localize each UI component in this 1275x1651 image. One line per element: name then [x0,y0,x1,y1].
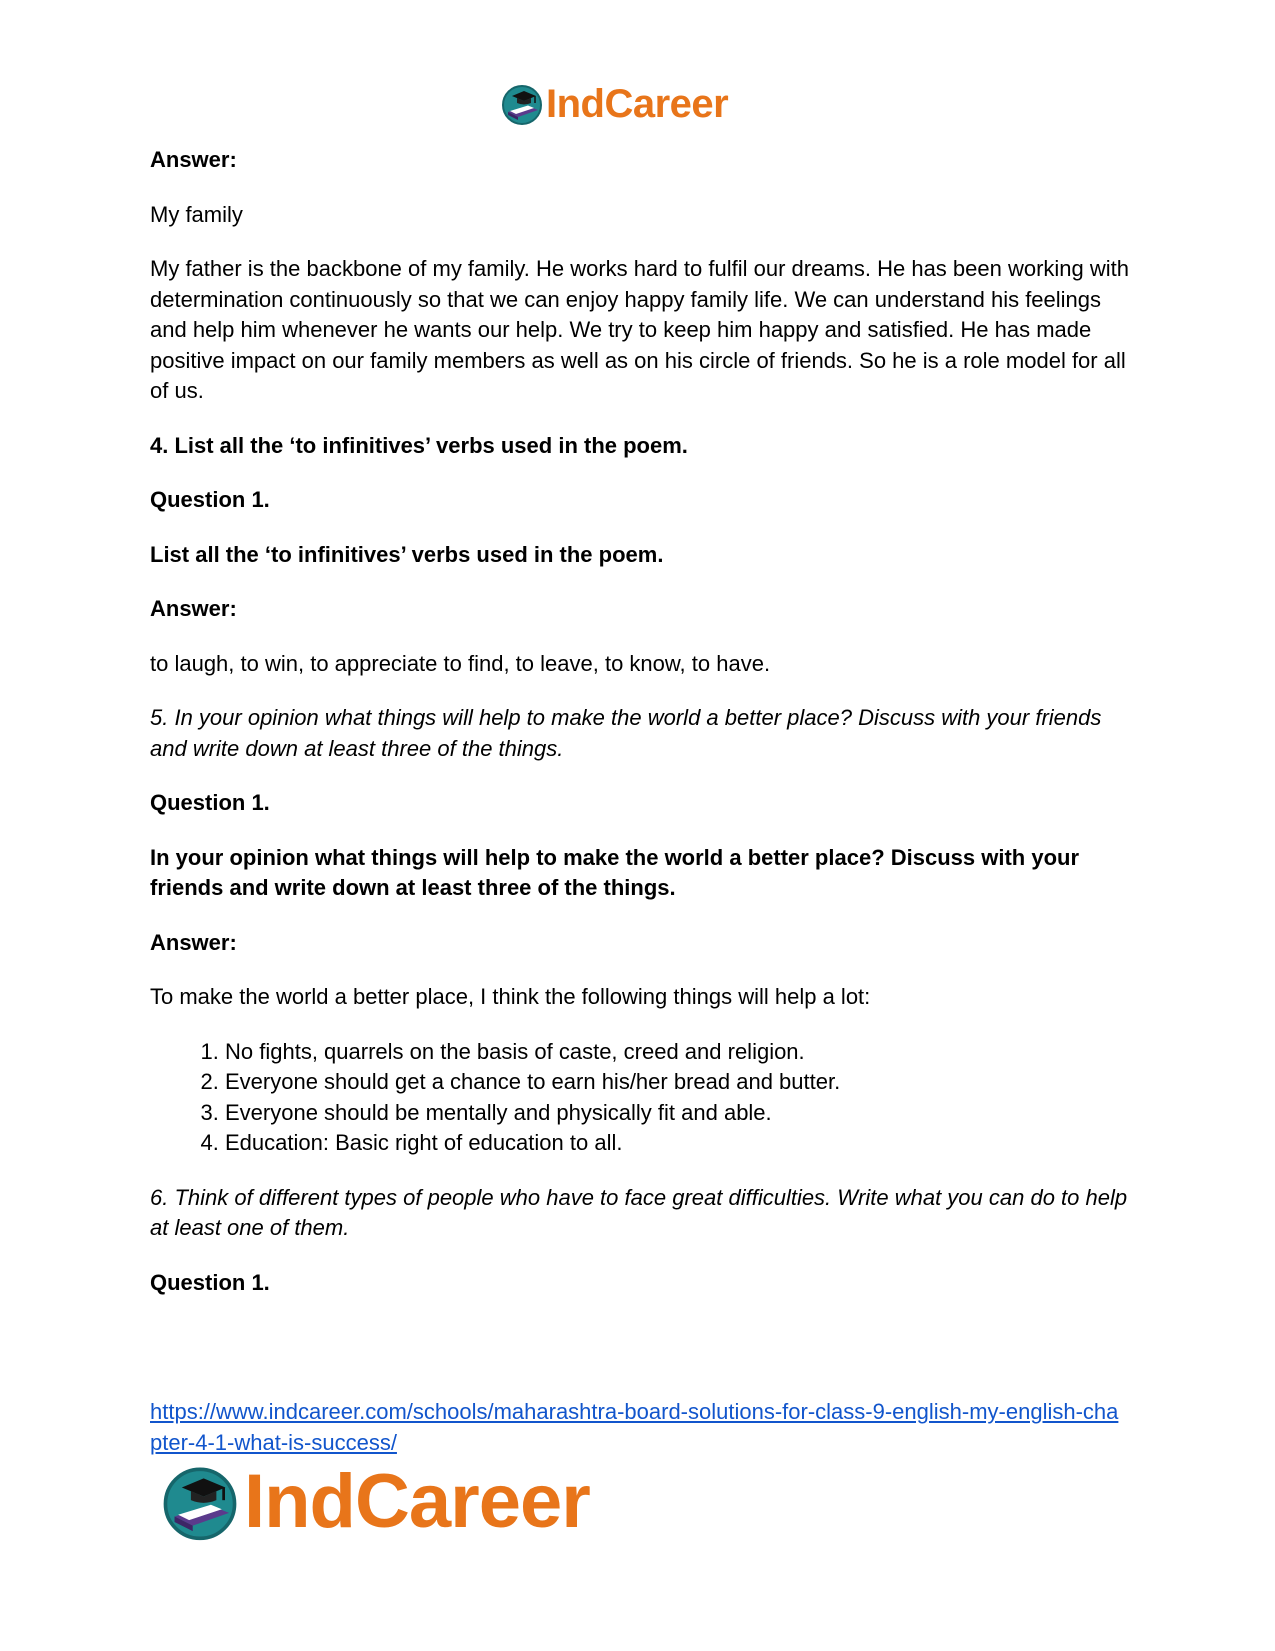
question-5-text: In your opinion what things will help to make the world a better place? Discuss with your friends and write down at least three of the things. [150,844,1080,900]
footer-logo [160,1460,590,1544]
question-label: Question 1. [150,1269,270,1295]
document-body [150,145,1130,1322]
list-item: 2. Everyone should get a chance to earn his/her bread and butter. [225,1067,1130,1098]
question-4-text: List all the ‘to infinitives’ verbs used in the poem. [150,541,664,567]
answer-label: Answer: [150,596,237,621]
family-title: My family [150,201,243,227]
list-item: 4. Education: Basic right of education to all. [225,1128,1130,1159]
section-4-heading: 4. List all the ‘to infinitives’ verbs used in the poem. [150,432,688,458]
answer-label: Answer: [150,929,237,955]
footer-logo-text: IndCareer [244,1459,590,1544]
source-link[interactable]: https://www.indcareer.com/schools/maharashtra-board-solutions-for-class-9-english-my-english-chapter-4-1-what-is-success/ [150,1399,1119,1455]
question-label: Question 1. [150,487,270,512]
header-logo-text: IndCareer [546,82,729,126]
answer-label: Answer: [150,147,237,172]
section-5-heading: 5. In your opinion what things will help to make the world a better place? Discuss with your friends and write down at least three of the things. [150,705,1102,761]
family-paragraph: My father is the backbone of my family. He works hard to fulfil our dreams. He has been working with determination continuously so that we can enjoy happy family life. We can understand his feelings and help him whenever he wants our help. We try to keep him happy and satisfied. He has made positive impact on our family members as well as on his circle of friends. So he is a role model for all of us. [150,256,1130,403]
section-6-heading: 6. Think of different types of people who have to face great difficulties. Write what you can do to help at least one of them. [150,1184,1128,1240]
answer-5-intro: To make the world a better place, I think the following things will help a lot: [150,984,871,1009]
indcareer-emblem-icon [500,82,544,126]
indcareer-emblem-icon [160,1462,240,1542]
question-label: Question 1. [150,790,270,815]
answer-5-list [150,1037,1130,1159]
list-item: 3. Everyone should be mentally and physically fit and able. [225,1098,1130,1129]
list-item: 1. No fights, quarrels on the basis of caste, creed and religion. [225,1037,1130,1068]
answer-4-text: to laugh, to win, to appreciate to find, to leave, to know, to have. [150,650,771,676]
header-logo [500,80,728,128]
